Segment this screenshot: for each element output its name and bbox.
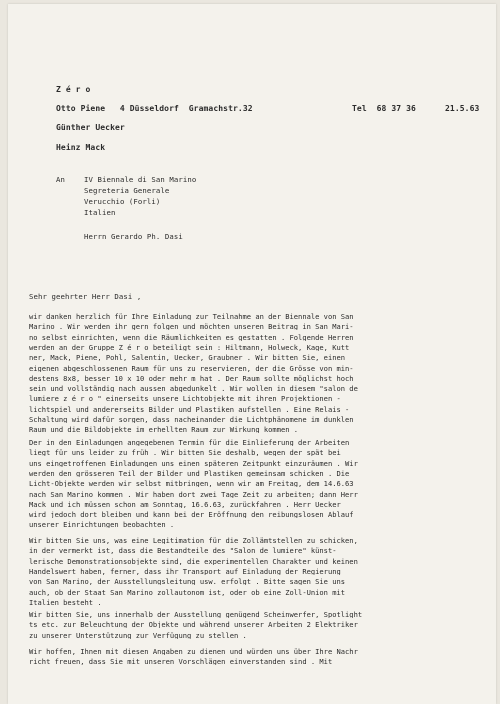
sender-address: Otto Piene 4 Düsseldorf Gramachstr.32 — [56, 104, 253, 113]
body-line: Raum und die Bildobjekte im erhellten Raum zur Wirkung kommen . — [29, 426, 299, 434]
recipient-line: Segreteria Generale — [84, 186, 170, 195]
body-line: wird jedoch dort bleiben und kann bei der Eröffnung den reibungslosen Ablauf — [29, 511, 354, 519]
sender-member-uecker: Günther Uecker — [56, 123, 125, 132]
body-line: auch, ob der Staat San Marino zollautonom ist, oder ob eine Zoll-Union mit — [29, 588, 346, 596]
body-line: Mack und ich müssen schon am Sonntag, 16.6.63, zurückfahren . Herr Uecker — [29, 500, 341, 508]
body-line: Schaltung wird dafür sorgen, dass nacheinander die Lichtphänomene im dunklen — [29, 416, 354, 424]
body-line: Wir bitten Sie uns, was eine Legitimation für die Zollämtstellen zu schicken, — [29, 537, 358, 545]
group-name: Z é r o — [56, 85, 91, 94]
body-line: Der in den Einladungen angegebenen Termin für die Einlieferung der Arbeiten — [29, 439, 350, 447]
body-line: liegt für uns leider zu früh . Wir bitten Sie deshalb, wegen der spät bei — [29, 449, 341, 457]
body-line: sein und vollständig nach aussen abgedunkelt . Wir wollen in diesem "salon de — [29, 385, 358, 393]
recipient-line: IV Biennale di San Marino — [84, 175, 197, 184]
body-line: lerische Demonstrationsobjekte sind, die experimentellen Charakter und keinen — [29, 557, 358, 565]
body-line: Handelswert haben, ferner, dass ihr Transport auf Einladung der Regierung — [29, 567, 341, 575]
body-line: Wir hoffen, Ihnen mit diesen Angaben zu dienen und würden uns über Ihre Nachr — [29, 648, 358, 656]
body-line: destens 8x8, besser 10 x 10 oder mehr m hat . Der Raum sollte möglichst hoch — [29, 374, 354, 382]
body-line: no selbst einrichten, wenn die Räumlichkeiten es gestatten . Folgende Herren — [29, 333, 354, 341]
body-line: Wir bitten Sie, uns innerhalb der Ausstellung genügend Scheinwerfer, Spotlight — [29, 611, 363, 619]
sender-member-mack: Heinz Mack — [56, 143, 106, 152]
body-line: nach San Marino kommen . Wir haben dort zwei Tage Zeit zu arbeiten; dann Herr — [29, 490, 358, 498]
body-line: in der vermerkt ist, dass die Bestandteile des "Salon de lumiere" künst- — [29, 547, 337, 555]
recipient-prefix: An — [56, 175, 65, 184]
recipient-addressee: Herrn Gerardo Ph. Dasi — [84, 232, 183, 241]
body-line: werden den grösseren Teil der Bilder und Plastiken gemeinsam schicken . Die — [29, 469, 350, 477]
body-line: werden an der Gruppe Z é r o beteiligt sein : Hiltmann, Holweck, Kage, Kutt — [29, 343, 350, 351]
body-line: Marino . Wir werden ihr gern folgen und möchten unseren Beitrag in San Mari- — [29, 323, 354, 331]
body-line: zu unserer Unterstützung zur Verfügung zu stellen . — [29, 631, 247, 639]
body-line: Italien besteht . — [29, 598, 102, 606]
body-line: uns eingetroffenen Einladungen uns einen späteren Zeitpunkt einzuräumen . Wir — [29, 459, 358, 467]
body-line: wir danken herzlich für Ihre Einladung zur Teilnahme an der Biennale von San — [29, 313, 354, 321]
salutation: Sehr geehrter Herr Dasi , — [29, 292, 142, 301]
body-line: von San Marino, der Ausstellungsleitung usw. erfolgt . Bitte sagen Sie uns — [29, 578, 346, 586]
body-line: unserer Einrichtungen beobachten . — [29, 521, 175, 529]
body-line: Licht-Objekte werden wir selbst mitbringen, wenn wir am Freitag, dem 14.6.63 — [29, 480, 354, 488]
body-line: ner, Mack, Piene, Pohl, Salentin, Uecker, Graubner . Wir bitten Sie, einen — [29, 354, 346, 362]
recipient-line: Italien — [84, 208, 116, 217]
letter-date: 21.5.63 — [445, 104, 480, 113]
body-line: richt freuen, dass Sie mit unseren Vorschlägen einverstanden sind . Mit — [29, 658, 333, 666]
recipient-line: Verucchio (Forli) — [84, 197, 161, 206]
body-line: lumiere z é r o " einerseits unsere Lichtobjekte mit ihren Projektionen - — [29, 395, 341, 403]
body-line: eigenen abgeschlossenen Raum für uns zu reservieren, der die Grösse von min- — [29, 364, 354, 372]
body-line: ts etc. zur Beleuchtung der Objekte und während unserer Arbeiten 2 Elektriker — [29, 621, 358, 629]
body-line: lichtspiel und andererseits Bilder und Plastiken aufstellen . Eine Relais - — [29, 405, 350, 413]
sender-phone: Tel 68 37 36 — [352, 104, 416, 113]
